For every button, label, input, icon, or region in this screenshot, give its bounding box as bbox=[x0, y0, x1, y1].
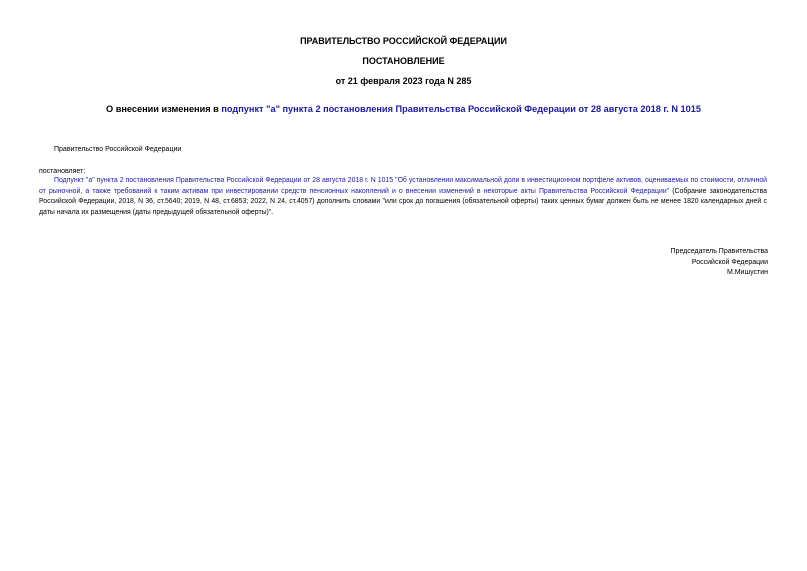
government-title: ПРАВИТЕЛЬСТВО РОССИЙСКОЙ ФЕДЕРАЦИИ bbox=[300, 36, 507, 46]
issuer-text: Правительство Российской Федерации bbox=[54, 146, 182, 153]
resolves-text: постановляет: bbox=[39, 168, 86, 175]
body-paragraph bbox=[39, 176, 767, 218]
decree-date-number: от 21 февраля 2023 года N 285 bbox=[335, 76, 472, 86]
subject-link[interactable]: подпункт "а" пункта 2 постановления Правительства Российской Федерации от 28 августа 2018 г. N 1015 bbox=[221, 104, 701, 114]
body-text-after: (Собрание законодательства Российской Федерации, 2018, N 36, ст.5640; 2019, N 48, ст.6853; 2022, N 24, ст.4057) дополнить словами "или срок до погашения (обязательной оферты) таких ценных бумаг должен быть не менее 1820 календарных дней с даты начала их размещения (даты предыдущей обязательной оферты)". bbox=[39, 187, 767, 216]
decree-type-title: ПОСТАНОВЛЕНИЕ bbox=[362, 56, 445, 66]
signature-name: М.Мишустин bbox=[726, 269, 768, 277]
decree-subject bbox=[0, 104, 807, 115]
signature-block bbox=[671, 247, 768, 279]
subject-prefix: О внесении изменения в bbox=[106, 104, 222, 114]
signature-position-line2: Российской Федерации bbox=[691, 258, 768, 266]
signature-position-line1: Председатель Правительства bbox=[670, 248, 768, 255]
body-link[interactable]: Подпункт "а" пункта 2 постановления Правительства Российской Федерации от 28 августа 2018 г. N 1015 "Об установлении максимальной доли в инвестиционном портфеле активов, оцениваемых по стоимости, отличной от рыночной, а также требований к таким активам при инвестировании средств пенсионных накоплений и о внесении изменений в некоторые акты Правительства Российской Федерации" bbox=[39, 177, 767, 195]
